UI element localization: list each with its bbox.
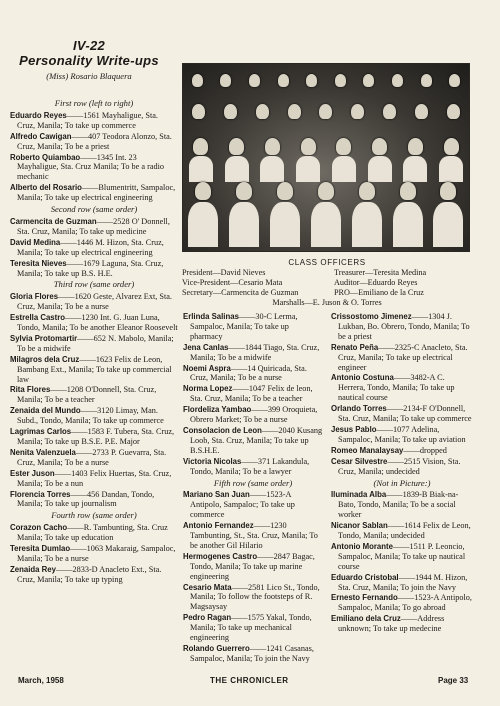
column-1: [10, 97, 178, 586]
student-name: Noemi Aspra: [183, 363, 231, 373]
student-details: ——1241 Casanas, Sampaloc, Manila; To join the Navy: [190, 644, 314, 663]
footer-publication: THE CHRONICLER: [210, 676, 289, 685]
student-name: Zenaida Rey: [10, 564, 56, 574]
class-officers: [182, 258, 472, 308]
student-details: ——14 Quiricada, Sta. Cruz, Manila; To be a nurse: [190, 363, 307, 383]
class-photo: [182, 63, 470, 252]
footer-page-number: Page 33: [438, 676, 469, 685]
student-entry: [183, 312, 323, 342]
student-entry: [331, 425, 473, 445]
student-entry: [331, 343, 473, 373]
student-details: ——1230 Int. G. Juan Luna, Tondo, Manila; To be another Eleanor Roosevelt: [17, 313, 178, 333]
officer-president: President—David Nieves: [182, 268, 266, 277]
student-details: ——3482-A C. Herrera, Tondo, Manila; To take up nautical course: [338, 373, 455, 403]
student-details: ——1523-A Antipolo, Sampaloc; To take up commerce: [190, 490, 295, 520]
student-name: Antonio Fernandez: [183, 521, 254, 531]
student-details: ——1511 P. Leoncio, Sampaloc, Manila; To take up nautical course: [338, 541, 466, 571]
student-entry: [10, 385, 178, 405]
row-subheading: Third row (same order): [53, 279, 135, 290]
student-entry: [331, 542, 473, 572]
student-name: Teresita Nieves: [10, 258, 67, 268]
student-details: ——1208 O'Donnell, Sta. Cruz, Manila; To be a teacher: [17, 385, 157, 405]
student-entry: [331, 312, 473, 342]
student-name: Iluminada Alba: [331, 490, 387, 500]
student-entry: [10, 427, 178, 447]
section-code: IV-22: [72, 38, 106, 53]
row-subheading: Fourth row (same order): [51, 510, 137, 521]
student-name: Nicanor Sablan: [331, 521, 388, 531]
officer-pro: PRO—Emiliano de la Cruz: [334, 288, 424, 297]
student-entry: [331, 373, 473, 403]
student-entry: [10, 259, 178, 279]
student-entry: [331, 521, 473, 541]
officer-treasurer: Treasurer—Teresita Medina: [334, 268, 427, 277]
student-entry: [10, 238, 178, 258]
student-details: ——652 N. Mabolo, Manila; To be a midwife: [17, 333, 174, 353]
student-name: Lagrimas Carlos: [10, 427, 72, 437]
student-name: Alfredo Cawigan: [10, 131, 72, 141]
student-name: Florencia Torres: [10, 489, 71, 499]
student-details: ——1839-B Biak-na-Bato, Tondo, Manila; To be a social worker: [338, 490, 459, 520]
student-details: ——3120 Limay, Man. Subd., Tondo, Manila; To take up commerce: [17, 406, 164, 426]
student-entry: [183, 426, 323, 456]
student-name: Mariano San Juan: [183, 490, 250, 500]
student-entry: [10, 217, 178, 237]
student-details: ——1063 Makaraig, Sampaloc, Manila; To be a nurse: [17, 544, 176, 563]
section-title: Personality Write-ups: [19, 53, 159, 68]
student-details: ——1523-A Antipolo, Sampaloc, Manila; To go abroad: [338, 593, 472, 613]
student-details: ——1561 Mayhaligue, Sta. Cruz, Manila; To take up commerce: [17, 110, 158, 130]
student-details: ——1614 Felix de Leon, Tondo, Manila; undecided: [338, 521, 471, 541]
student-entry: [183, 364, 323, 384]
student-entry: [183, 405, 323, 425]
student-details: ——1583 F. Tubera, Sta. Cruz, Manila; To take up B.S.E. P.E. Major: [17, 427, 175, 446]
student-name: David Medina: [10, 237, 61, 247]
student-details: ——456 Dandan, Tondo, Manila; To take up journalism: [17, 489, 155, 509]
officers-heading: CLASS OFFICERS: [288, 258, 366, 267]
student-entry: [10, 565, 178, 585]
column-3: [331, 312, 473, 635]
student-entry: [10, 313, 178, 333]
officer-marshalls: Marshalls—E. Juson & O. Torres: [272, 298, 382, 307]
student-entry: [10, 292, 178, 312]
student-details: ——1944 M. Hizon, Sta. Cruz, Manila; To join the Navy: [338, 572, 468, 592]
student-entry: [331, 593, 473, 613]
student-name: Ester Juson: [10, 468, 55, 478]
student-details: ——1844 Tiago, Sta. Cruz, Manila; To be a midwife: [190, 342, 320, 362]
student-entry: [331, 614, 473, 634]
student-entry: [10, 544, 178, 564]
student-details: ——407 Teodora Alonzo, Sta. Cruz, Manila; To be a priest: [17, 131, 172, 151]
student-name: Pedro Ragan: [183, 613, 232, 623]
student-entry: [183, 490, 323, 520]
student-details: ——2733 P. Guevarra, Sta. Cruz, Manila; To be a nurse: [17, 447, 167, 467]
student-details: ——2325-C Anacleto, Sta. Cruz, Manila; To take up electrical engineer: [338, 342, 468, 372]
student-name: Zenaida del Mundo: [10, 406, 81, 416]
student-entry: [10, 469, 178, 489]
student-details: ——1047 Felix de leon, Sta. Cruz, Manila; To be a teacher: [190, 384, 313, 404]
student-name: Eduardo Reyes: [10, 110, 67, 120]
student-details: ——371 Lakandula, Tondo, Manila; To be a lawyer: [190, 456, 310, 476]
student-entry: [10, 523, 178, 543]
student-name: Norma Lopez: [183, 384, 233, 394]
student-name: Gloria Flores: [10, 292, 59, 302]
student-name: Hermogenes Castro: [183, 551, 258, 561]
student-name: Jena Canlas: [183, 342, 229, 352]
student-details: ——2134-F O'Donnell, Sta. Cruz, Manila; To take up commerce: [338, 404, 472, 424]
student-details: ——1620 Geste, Alvarez Ext, Sta. Cruz, Manila; To be a nurse: [17, 292, 172, 312]
student-details: ——1623 Felix de Leon, Bambang Ext., Manila; To take up commercial law: [17, 354, 172, 384]
student-entry: [10, 406, 178, 426]
student-entry: [10, 490, 178, 510]
student-details: ——2528 O' Donnell, Sta. Cruz, Manila; To take up medicine: [17, 216, 170, 236]
student-name: Carmencita de Guzman: [10, 216, 97, 226]
student-name: Eduardo Cristobal: [331, 572, 399, 582]
student-name: Corazon Cacho: [10, 523, 68, 533]
student-name: Flordeliza Yambao: [183, 405, 252, 415]
student-details: ——1403 Felix Huertas, Sta. Cruz, Manila; To be a nun: [17, 468, 172, 488]
student-entry: [183, 583, 323, 613]
student-name: Erlinda Salinas: [183, 312, 239, 321]
student-name: Sylvia Protomartir: [10, 333, 78, 343]
student-entry: [183, 613, 323, 643]
adviser-name: (Miss) Rosario Blaquera: [46, 71, 132, 81]
student-entry: [10, 448, 178, 468]
student-entry: [183, 521, 323, 551]
student-entry: [183, 343, 323, 363]
student-name: Romeo Manalaysay: [331, 445, 404, 455]
student-details: ——1679 Laguna, Sta. Cruz, Manila; To take up B.S. H.E.: [17, 258, 164, 278]
officer-secretary: Secretary—Carmencita de Guzman: [182, 288, 299, 297]
student-name: Teresita Dumlao: [10, 544, 71, 554]
student-entry: [331, 490, 473, 520]
student-details: ——1230 Tambunting, St., Sta. Cruz, Manila; To be another Gil Hilario: [190, 521, 318, 550]
student-entry: [10, 111, 178, 131]
student-entry: [10, 132, 178, 152]
student-entry: [331, 573, 473, 593]
student-details: ——Blumentritt, Sampaloc, Manila; To take up electrical engineering: [17, 183, 176, 203]
officer-vice-president: Vice-President—Cesario Mata: [182, 278, 283, 287]
student-details: ——2581 Lico St., Tondo, Manila; To follow the footsteps of R. Magsaysay: [190, 582, 320, 612]
student-entry: [10, 183, 178, 203]
student-name: Roberto Quiambao: [10, 152, 81, 162]
student-name: Victoria Nicolas: [183, 456, 242, 466]
student-details: ——1345 Int. 23 Mayhaligue, Sta. Cruz Manila; To be a radio mechanic: [17, 152, 165, 182]
student-name: Nenita Valenzuela: [10, 447, 76, 457]
student-name: Estrella Castro: [10, 313, 66, 323]
student-entry: [183, 644, 323, 664]
student-name: Jesus Pablo: [331, 424, 377, 434]
student-details: ——30-C Lerma, Sampaloc, Manila; To take up pharmacy: [190, 312, 298, 341]
student-details: ——1575 Yakal, Tondo, Manila; To take up mechanical engineering: [190, 613, 312, 643]
student-details: ——1077 Adelina, Sampaloc, Manila; To take up aviation: [338, 424, 466, 444]
student-name: Orlando Torres: [331, 404, 387, 414]
row-subheading: (Not in Picture:): [373, 477, 431, 488]
student-name: Cesario Mata: [183, 582, 232, 592]
student-name: Emiliano dela Cruz: [331, 614, 401, 624]
student-entry: [10, 334, 178, 354]
officer-auditor: Auditor—Eduardo Reyes: [334, 278, 418, 287]
student-name: Ernesto Fernando: [331, 593, 398, 603]
student-entry: [183, 457, 323, 477]
student-name: Renato Peña: [331, 342, 379, 352]
student-name: Cesar Silvestre: [331, 456, 388, 466]
student-name: Rita Flores: [10, 385, 51, 395]
student-name: Milagros dela Cruz: [10, 354, 80, 364]
student-name: Crissostomo Jimenez: [331, 312, 412, 321]
student-details: ——R. Tambunting, Sta. Cruz Manila; To take up education: [17, 523, 168, 543]
student-entry: [331, 457, 473, 477]
student-name: Alberto del Rosario: [10, 183, 82, 193]
student-details: ——1304 J. Lukban, Bo. Obrero, Tondo, Manila; To be a priest: [338, 312, 470, 341]
row-subheading: Fifth row (same order): [213, 477, 293, 488]
student-entry: [183, 552, 323, 582]
student-entry: [331, 446, 473, 456]
section-header: [10, 38, 168, 81]
student-name: Rolando Guerrero: [183, 644, 250, 653]
student-entry: [10, 355, 178, 385]
student-entry: [331, 404, 473, 424]
student-details: ——2833-D Anacleto Ext., Sta. Cruz, Manila; To take up typing: [17, 564, 162, 584]
student-details: ——2847 Bagac, Tondo, Manila; To take up marine engineering: [190, 551, 315, 581]
student-details: ——dropped: [403, 445, 447, 455]
student-entry: [183, 384, 323, 404]
student-details: ——1446 M. Hizon, Sta. Cruz, Manila; To take up electrical engineering: [17, 237, 164, 257]
student-details: ——399 Oroquieta, Obrero Market; To be a nurse: [190, 405, 318, 425]
student-name: Consolacion de Leon: [183, 425, 262, 435]
row-subheading: First row (left to right): [54, 98, 134, 108]
student-entry: [10, 153, 178, 183]
footer-date: March, 1958: [18, 676, 64, 685]
student-name: Antonio Costuna: [331, 373, 394, 383]
column-2: [183, 312, 323, 665]
student-details: ——2515 Vision, Sta. Cruz, Manila; undecided: [338, 456, 461, 476]
student-name: Antonio Morante: [331, 541, 393, 551]
row-subheading: Second row (same order): [50, 204, 138, 215]
student-details: ——Address unknown; To take up medecine: [338, 614, 445, 634]
student-details: ——2040 Kusang Loob, Sta. Cruz, Manila; To take up B.S.H.E.: [190, 425, 323, 455]
